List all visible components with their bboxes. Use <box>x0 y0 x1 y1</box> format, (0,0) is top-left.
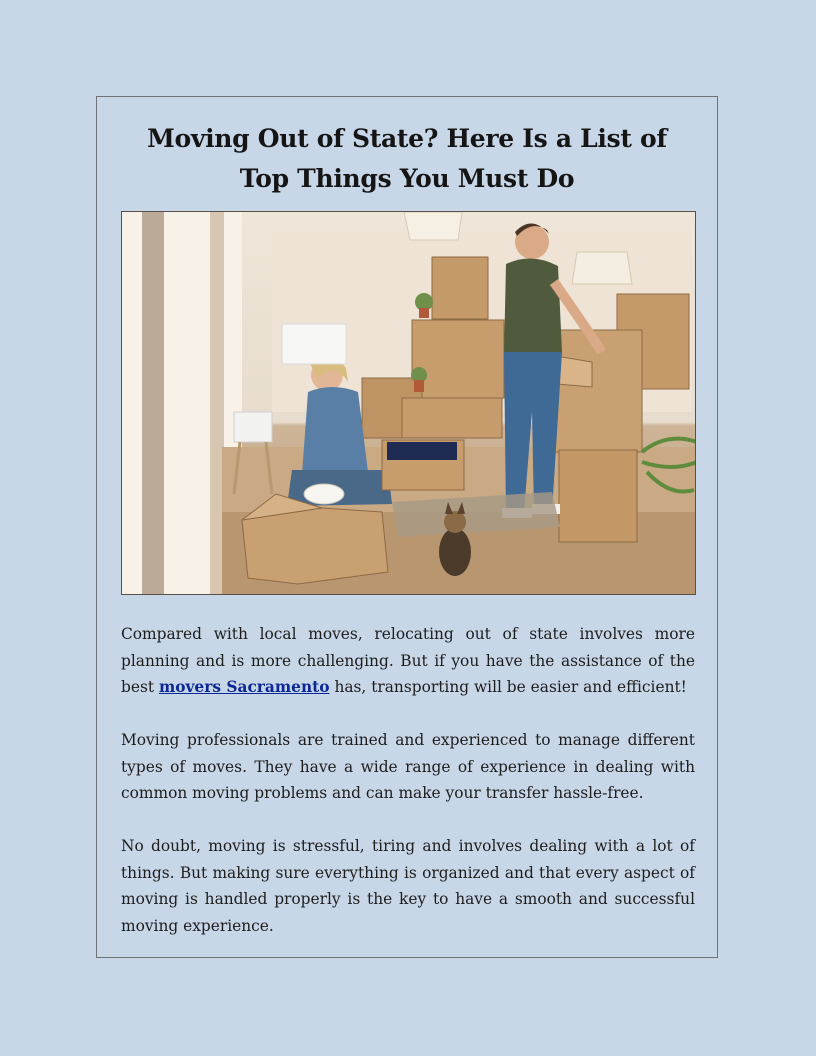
stress-paragraph: No doubt, moving is stressful, tiring and involves dealing with a lot of things. But making sure everything is organized and that every aspect of moving is handled properly is the key to have a smooth and successful moving experience. <box>121 837 695 935</box>
page-title: Moving Out of State? Here Is a List of Top Things You Must Do <box>147 124 667 193</box>
hero-photo <box>121 211 696 595</box>
professionals-paragraph: Moving professionals are trained and experienced to manage different types of moves. They have a wide range of experience in dealing with common moving problems and can make your transfer hassle-free. <box>121 731 695 802</box>
movers-sacramento-link[interactable]: movers Sacramento <box>158 678 330 696</box>
intro-paragraph <box>121 621 695 701</box>
document-frame <box>96 96 718 958</box>
paragraph-text-before-link: Compared with local moves, relocating out of state involves more planning and is more challenging. But if you have the assistance of the best <box>121 625 695 696</box>
paragraph-text-after-link: has, transporting will be easier and efficient! <box>329 678 687 696</box>
